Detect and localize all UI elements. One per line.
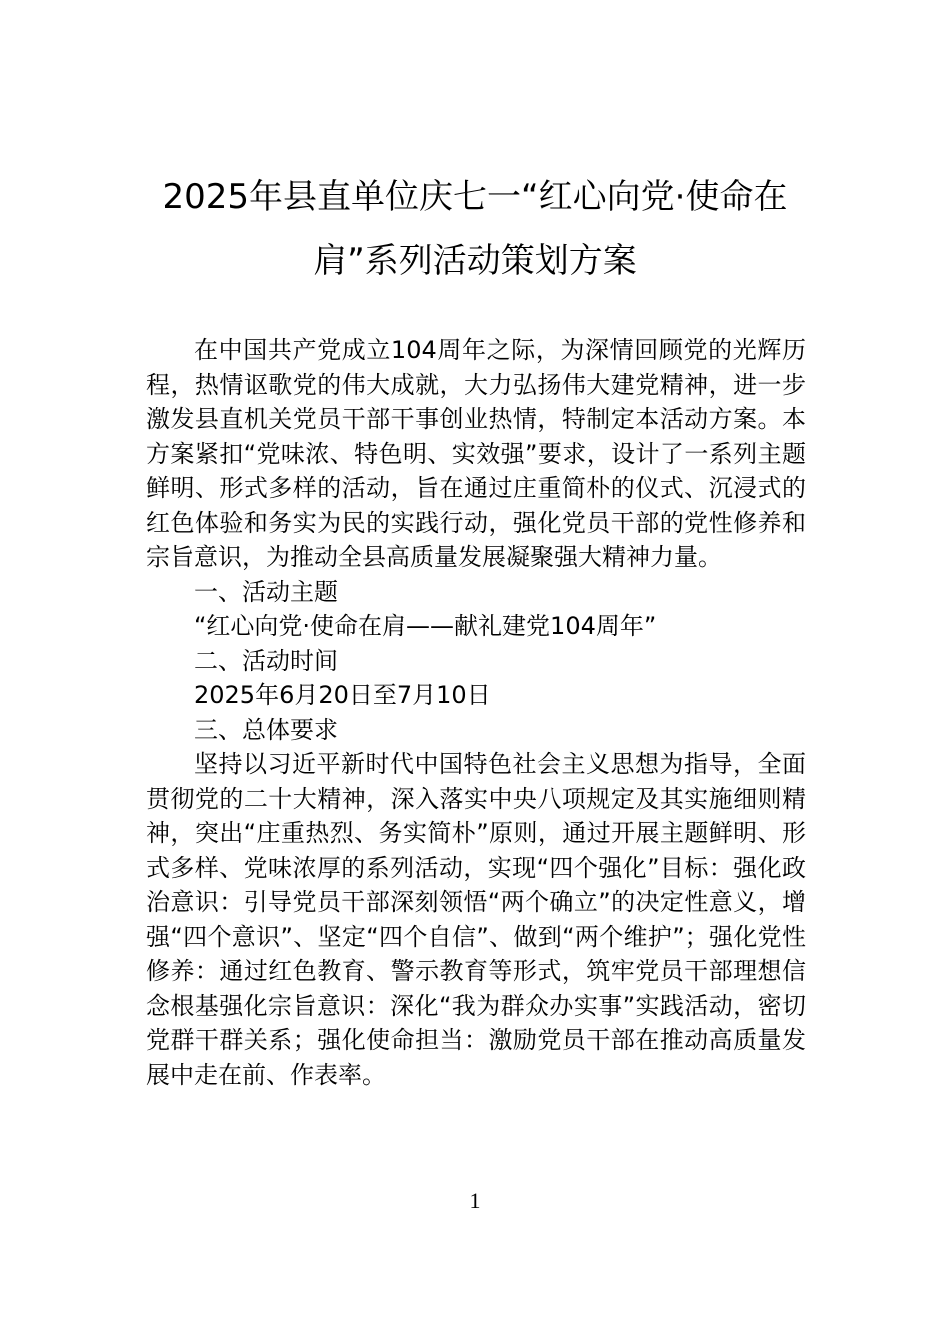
document-title <box>130 165 820 293</box>
time-text: 2025年6月20日至7月10日 <box>194 681 491 709</box>
theme-text: “红心向党·使命在肩——献礼建党104周年” <box>194 612 657 640</box>
page-number: 1 <box>469 1188 481 1213</box>
section-heading-theme: 一、活动主题 <box>194 577 338 606</box>
title-line-1: 2025年县直单位庆七一“红心向党·使命在 <box>162 177 788 217</box>
requirements-paragraph: 坚持以习近平新时代中国特色社会主义思想为指导，全面贯彻党的二十大精神，深入落实中央八项规定及其实施细则精神，突出“庄重热烈、务实简朴”原则，通过开展主题鲜明、形式多样、党味浓厚的系列活动，实现“四个强化”目标：强化政治意识：引导党员干部深刻领悟“两个确立”的决定性意义，增强“四个意识”、坚定“四个自信”、做到“两个维护”；强化党性修养：通过红色教育、警示教育等形式，筑牢党员干部理想信念根基强化宗旨意识：深化“我为群众办实事”实践活动，密切党群干群关系；强化使命担当：激励党员干部在推动高质量发展中走在前、作表率。 <box>146 750 806 1089</box>
section-heading-requirements: 三、总体要求 <box>194 715 338 744</box>
title-line-2: 肩”系列活动策划方案 <box>313 241 637 281</box>
intro-paragraph: 在中国共产党成立104周年之际，为深情回顾党的光辉历程，热情讴歌党的伟大成就，大力弘扬伟大建党精神，进一步激发县直机关党员干部干事创业热情，特制定本活动方案。本方案紧扣“党味浓、特色明、实效强”要求，设计了一系列主题鲜明、形式多样的活动，旨在通过庄重简朴的仪式、沉浸式的红色体验和务实为民的实践行动，强化党员干部的党性修养和宗旨意识，为推动全县高质量发展凝聚强大精神力量。 <box>146 336 806 571</box>
document-body <box>146 333 806 1092</box>
section-heading-time: 二、活动时间 <box>194 646 338 675</box>
